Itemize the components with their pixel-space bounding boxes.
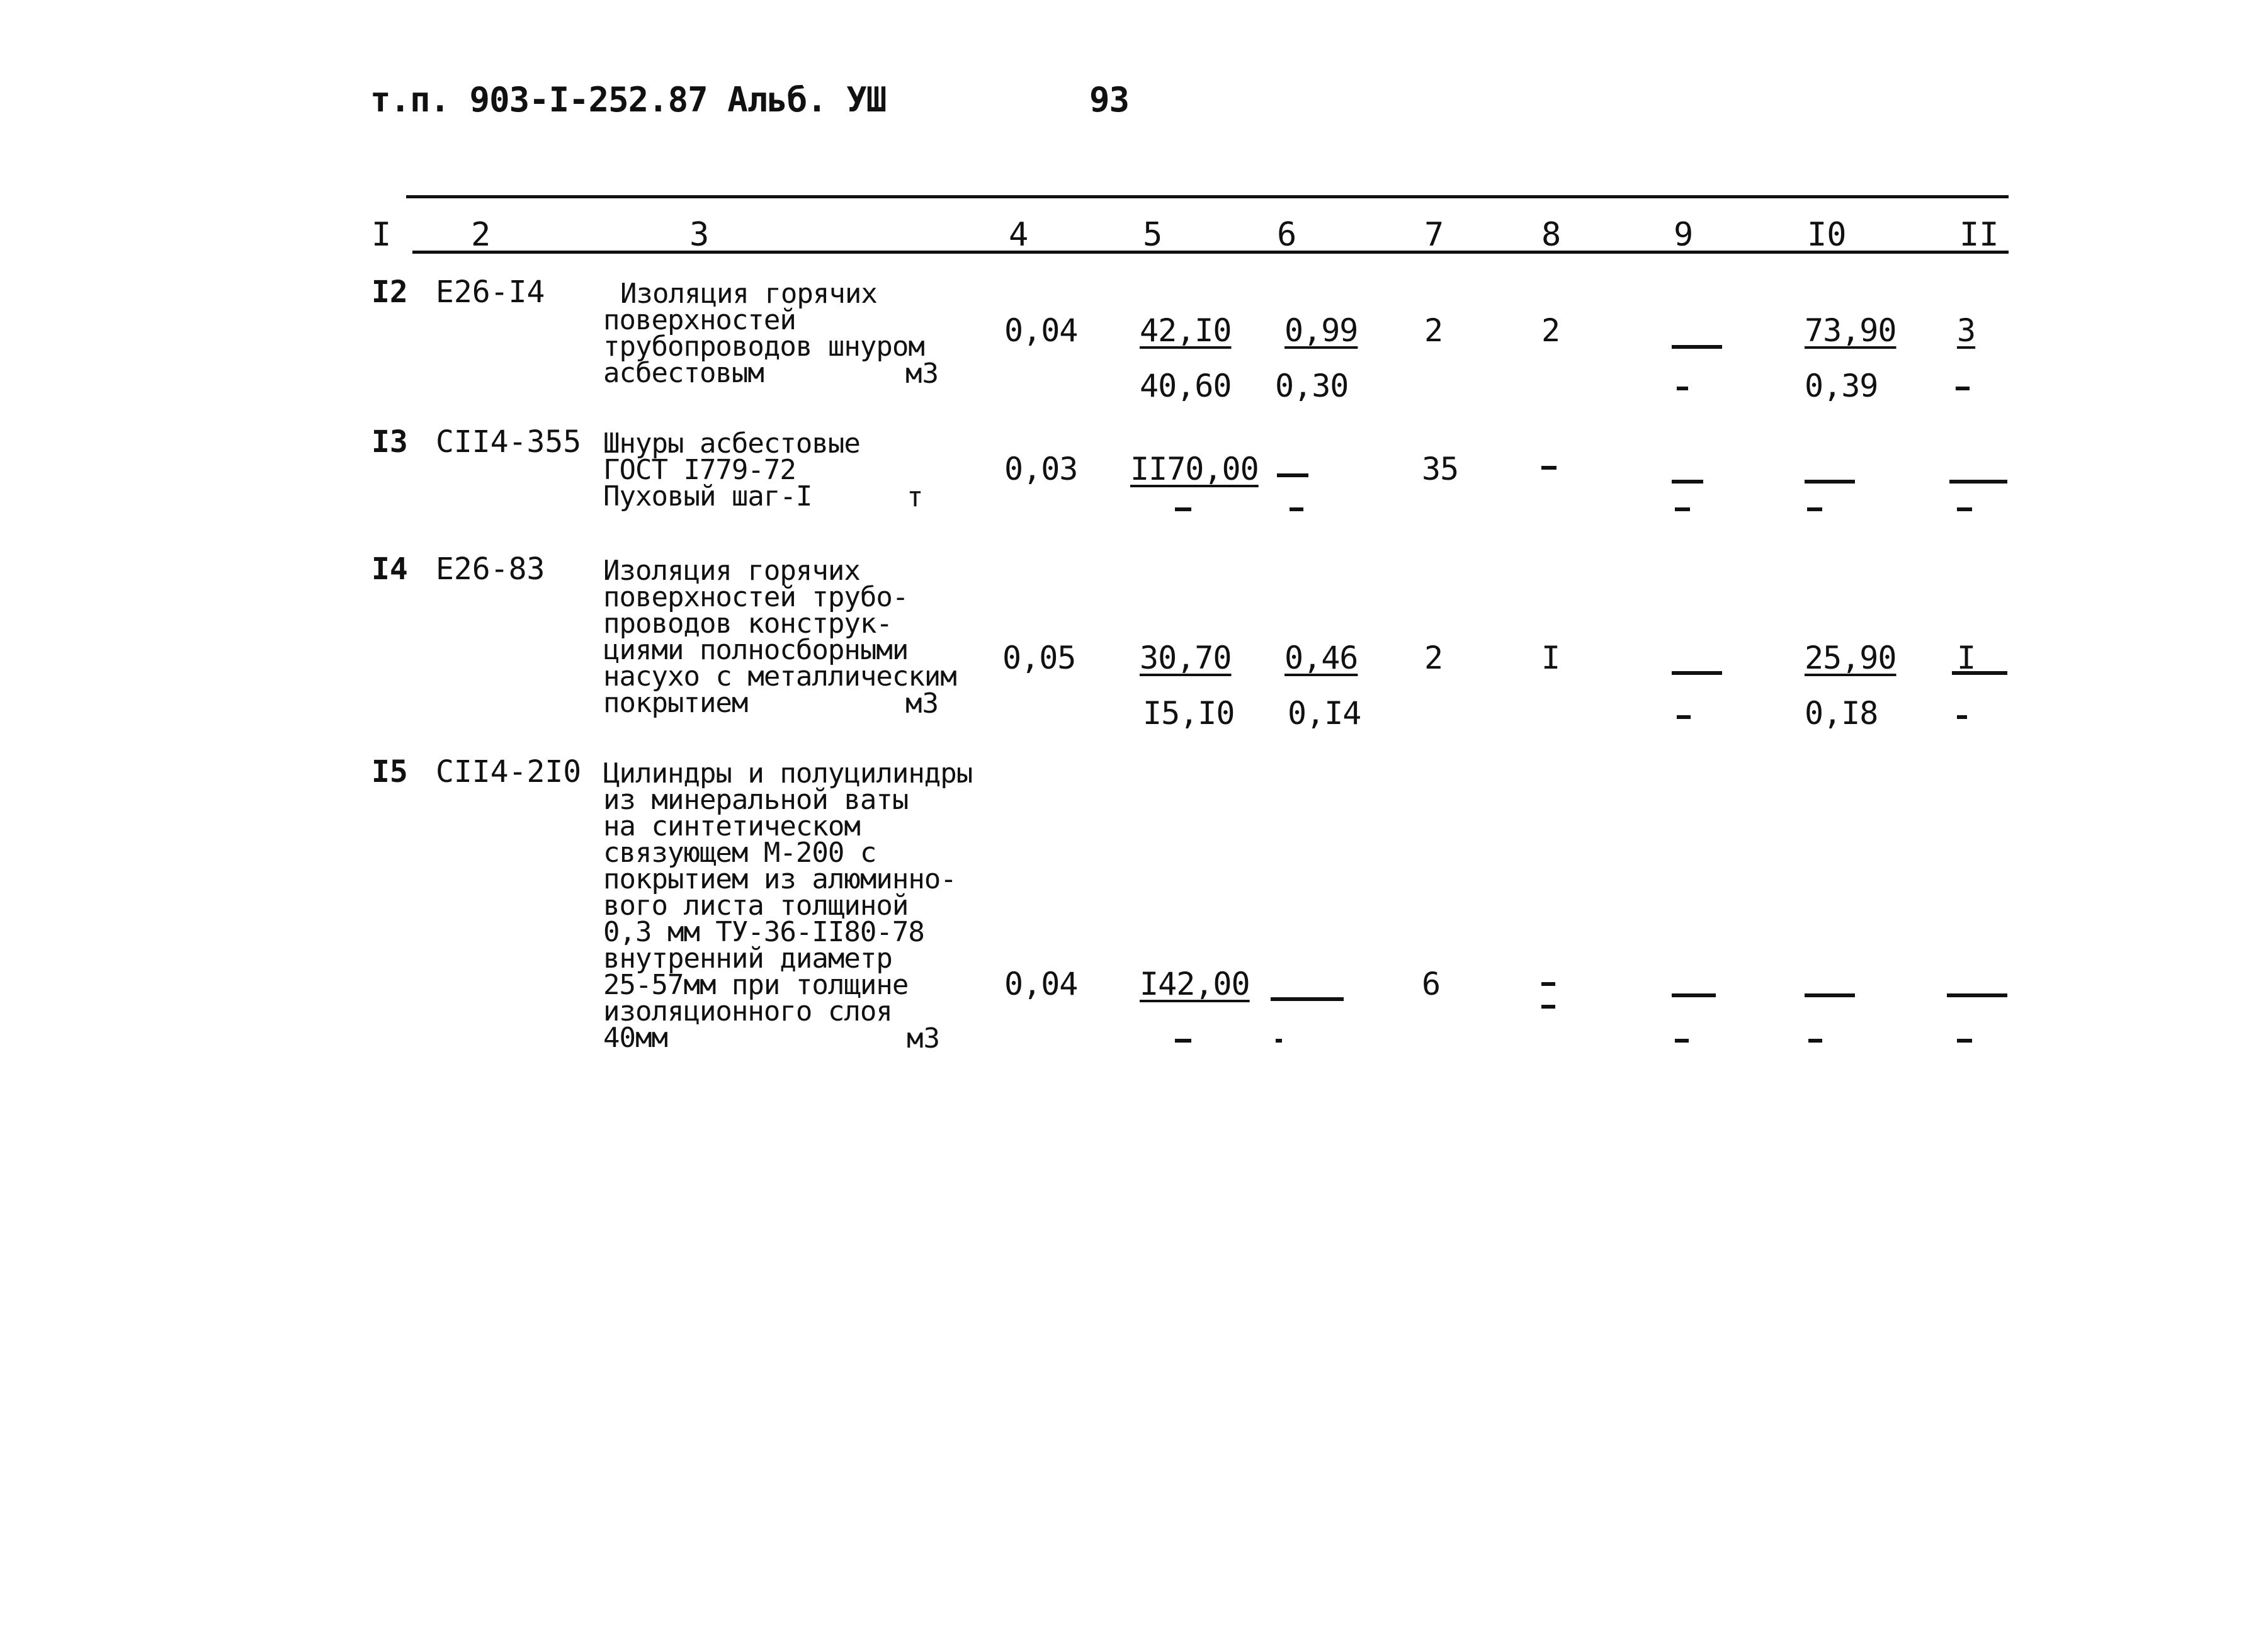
cell-col5-bottom-dash <box>1175 507 1191 511</box>
cell-col11-bottom-dash <box>1956 387 1970 390</box>
row-unit: т <box>907 481 924 513</box>
row-number: I2 <box>371 274 408 310</box>
row-unit: м3 <box>905 358 939 390</box>
row-number: I5 <box>371 754 408 789</box>
table-header-rule <box>412 251 2009 254</box>
row-description-line: асбестовым <box>603 357 764 389</box>
cell-col9-bottom-dash <box>1677 387 1688 390</box>
column-header: 3 <box>689 216 710 254</box>
row-description-line: на синтетическом <box>603 810 860 842</box>
cell-col7: 6 <box>1422 966 1441 1002</box>
row-description-line: покрытием из алюминно- <box>603 863 956 895</box>
cell-col4: 0,04 <box>1004 312 1078 349</box>
row-description-line: трубопроводов шнуром <box>603 331 924 363</box>
page-number: 93 <box>1089 80 1130 120</box>
row-description-line: проводов конструк- <box>603 608 892 640</box>
cell-col6-bottom-dash <box>1290 507 1303 511</box>
cell-col7: 35 <box>1422 451 1459 487</box>
cell-col5-bottom: I5,I0 <box>1143 695 1235 732</box>
cell-col10-bottom-dash <box>1808 1039 1822 1043</box>
cell-col5-top: 42,I0 <box>1140 312 1232 349</box>
row-number: I3 <box>371 424 408 460</box>
column-header: 7 <box>1424 216 1444 254</box>
cell-col6-top: 0,46 <box>1284 640 1358 676</box>
cell-col4: 0,05 <box>1002 640 1076 676</box>
cell-col5-top: I42,00 <box>1140 966 1250 1002</box>
cell-col8-top-dash <box>1541 982 1555 986</box>
column-header: 6 <box>1277 216 1297 254</box>
row-code: Е26-83 <box>436 552 545 587</box>
cell-col10-top: 25,90 <box>1805 640 1897 676</box>
cell-col6-top-dash <box>1277 473 1308 477</box>
row-description-line: Шнуры асбестовые <box>603 427 860 460</box>
row-description-line: Изоляция горячих <box>620 278 877 310</box>
cell-col9-top-dash <box>1672 993 1716 997</box>
cell-col10-bottom-dash <box>1807 507 1822 511</box>
cell-col9-bottom-dash <box>1675 507 1690 511</box>
cell-col5-top: 30,70 <box>1140 640 1232 676</box>
document-reference: т.п. 903-I-252.87 Альб. УШ <box>370 80 887 120</box>
row-description-line: циями полносборными <box>603 634 909 666</box>
row-description-line: 25-57мм при толщине <box>603 969 909 1001</box>
cell-col5-bottom-dash <box>1175 1039 1191 1043</box>
cell-col11-bottom-dash <box>1957 715 1967 719</box>
row-description-line: 0,3 мм ТУ-36-II80-78 <box>603 916 924 948</box>
cell-col10-bottom: 0,I8 <box>1805 695 1878 732</box>
row-description-line: насухо с металлическим <box>603 660 956 693</box>
row-description-line: покрытием <box>603 687 748 719</box>
row-code: Е26-I4 <box>436 274 545 310</box>
row-description-line: Пуховый шаг-I <box>603 480 812 512</box>
cell-col4: 0,04 <box>1004 966 1078 1002</box>
cell-col5-bottom: 40,60 <box>1140 368 1232 404</box>
row-unit: м3 <box>907 1022 940 1055</box>
column-header: II <box>1959 216 1999 254</box>
cell-col9-top-dash <box>1672 345 1722 349</box>
column-header: 5 <box>1143 216 1163 254</box>
column-header: I0 <box>1807 216 1847 254</box>
cell-col10-top-dash <box>1805 993 1855 997</box>
cell-col7: 2 <box>1424 640 1443 676</box>
cell-col6-bottom-dash <box>1276 1039 1282 1043</box>
cell-col6-bottom: 0,30 <box>1275 368 1349 404</box>
cell-col11-top-underline <box>1952 671 2007 675</box>
column-header: 4 <box>1009 216 1029 254</box>
cell-col10-top: 73,90 <box>1805 312 1897 349</box>
cell-col11-bottom-dash <box>1957 1039 1972 1043</box>
row-description-line: Изоляция горячих <box>603 555 860 587</box>
cell-col11-bottom-dash <box>1957 507 1972 511</box>
cell-col8: I <box>1541 640 1560 676</box>
cell-col10-bottom: 0,39 <box>1805 368 1878 404</box>
column-header: 2 <box>471 216 491 254</box>
column-header: 9 <box>1674 216 1694 254</box>
cell-col6-top-dash <box>1271 997 1344 1001</box>
row-description-line: из минеральной ваты <box>603 784 909 816</box>
cell-col6-top: 0,99 <box>1284 312 1358 349</box>
cell-col6-bottom: 0,I4 <box>1288 695 1361 732</box>
row-description-line: 40мм <box>603 1022 667 1054</box>
row-description-line: изоляционного слоя <box>603 995 892 1027</box>
cell-col11-top-dash <box>1949 480 2007 484</box>
row-description-line: Цилиндры и полуцилиндры <box>603 757 973 789</box>
row-description-line: поверхностей трубо- <box>603 581 909 613</box>
cell-col9-bottom-dash <box>1677 715 1691 719</box>
row-number: I4 <box>371 552 408 587</box>
row-unit: м3 <box>905 687 939 720</box>
row-description-line: поверхностей <box>603 304 796 336</box>
cell-col8: 2 <box>1541 312 1560 349</box>
row-description-line: связующем М-200 с <box>603 837 876 869</box>
cell-col11-top-dash <box>1947 993 2007 997</box>
row-description-line: внутренний диаметр <box>603 942 892 975</box>
table-top-rule <box>406 195 2009 198</box>
cell-col7: 2 <box>1424 312 1443 349</box>
cell-col9-top-dash <box>1672 480 1703 484</box>
cell-col11-top: I <box>1957 640 1976 676</box>
cell-col11-top: 3 <box>1957 312 1976 349</box>
cell-col10-top-dash <box>1805 480 1855 484</box>
cell-col8-dash <box>1541 466 1556 470</box>
cell-col9-bottom-dash <box>1675 1039 1689 1043</box>
cell-col9-top-dash <box>1672 671 1722 675</box>
cell-col4: 0,03 <box>1004 451 1078 487</box>
row-description-line: вого листа толщиной <box>603 890 909 922</box>
row-description-line: ГОСТ I779-72 <box>603 454 796 486</box>
row-code: СII4-2I0 <box>436 754 582 789</box>
column-header: I <box>371 216 392 254</box>
column-header: 8 <box>1541 216 1562 254</box>
cell-col5-top: II70,00 <box>1130 451 1259 487</box>
row-code: СII4-355 <box>436 424 582 460</box>
cell-col8-bottom-dash <box>1541 1005 1555 1009</box>
